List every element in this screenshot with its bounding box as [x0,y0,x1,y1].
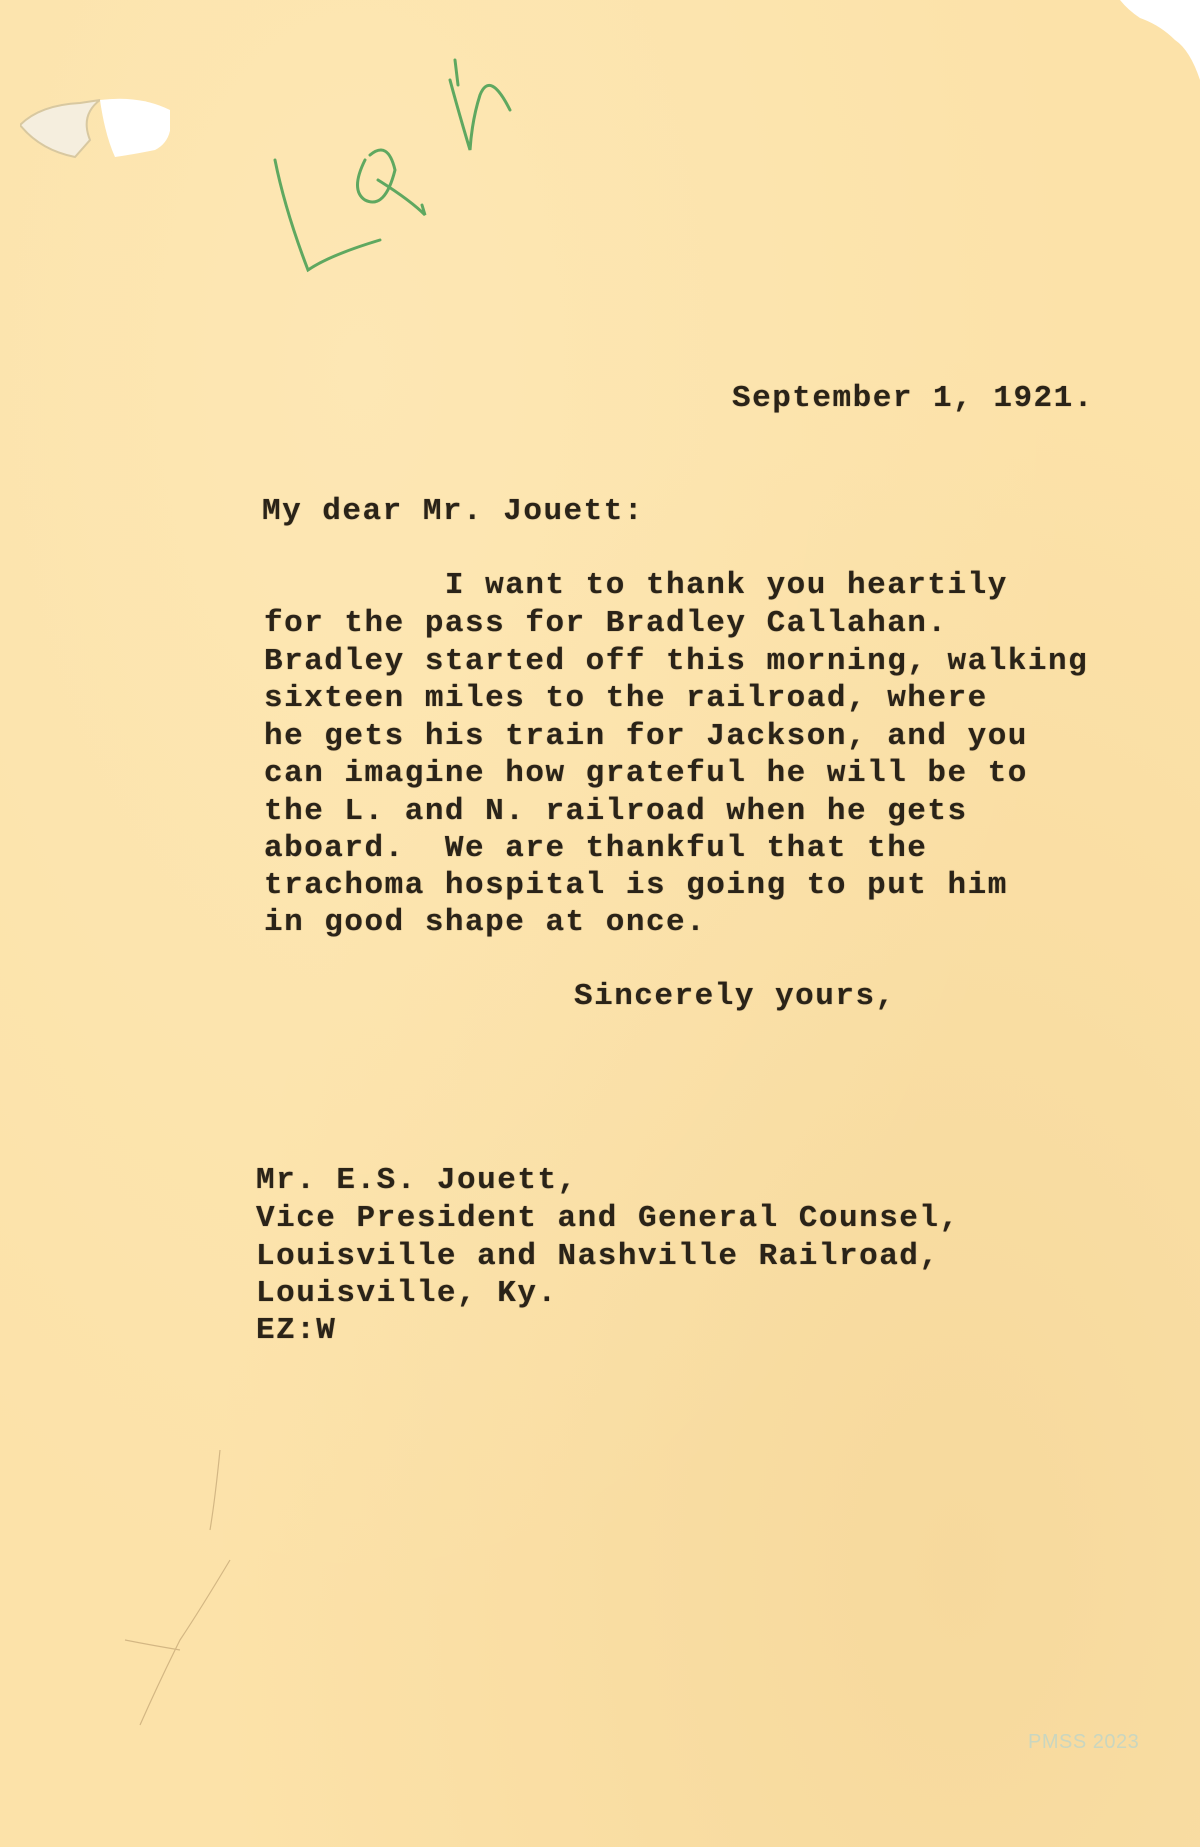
typist-initials: EZ:W [256,1313,337,1348]
body-line: for the pass for Bradley Callahan. [264,606,948,641]
body-line: I want to thank you heartily [264,568,1008,603]
letter-date: September 1, 1921. [732,381,1094,416]
address-line: Vice President and General Counsel, [256,1201,960,1236]
paper-scratch-marks [120,1440,270,1740]
archive-watermark: PMSS 2023 [1028,1731,1140,1753]
body-line: Bradley started off this morning, walking [264,644,1089,679]
address-line: Mr. E.S. Jouett, [256,1163,578,1198]
letter-closing: Sincerely yours, [574,979,896,1014]
torn-corner [1120,0,1200,80]
body-line: can imagine how grateful he will be to [264,756,1028,791]
punched-hole [20,95,170,160]
handwritten-initials [260,40,530,310]
address-line: Louisville, Ky. [256,1276,558,1311]
address-line: Louisville and Nashville Railroad, [256,1239,940,1274]
body-line: trachoma hospital is going to put him [264,868,1008,903]
body-line: in good shape at once. [264,905,707,940]
letter-salutation: My dear Mr. Jouett: [262,494,644,529]
body-line: sixteen miles to the railroad, where [264,681,988,716]
body-line: he gets his train for Jackson, and you [264,719,1028,754]
body-line: the L. and N. railroad when he gets [264,794,968,829]
body-line: aboard. We are thankful that the [264,831,928,866]
